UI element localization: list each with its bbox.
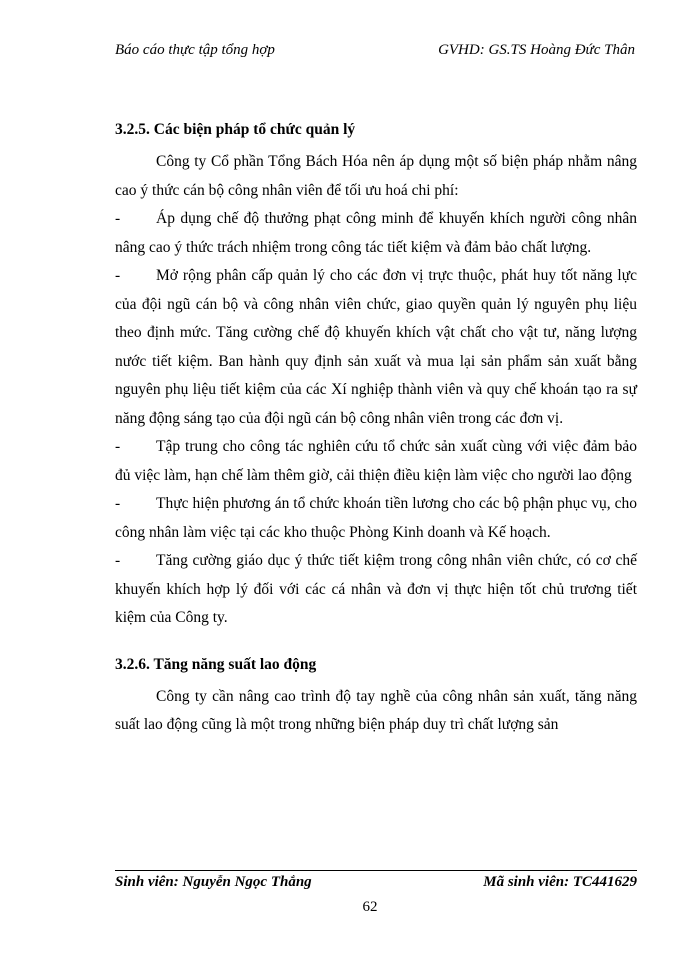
bullet-marker: - [115, 438, 121, 455]
footer-student-id: Mã sinh viên: TC441629 [483, 874, 637, 890]
bullet-text: Áp dụng chế độ thưởng phạt công minh để khuyến khích người công nhân nâng cao ý thức trách nhiệm trong công tác tiết kiệm và đảm bảo chất lượng. [115, 210, 637, 256]
bullet-item [115, 205, 637, 262]
bullet-text: Tập trung cho công tác nghiên cứu tổ chức sản xuất cùng với việc đảm bảo đủ việc làm, hạn chế làm thêm giờ, cải thiện điều kiện làm việc cho người lao động [115, 438, 637, 484]
section-326-intro: Công ty cần nâng cao trình độ tay nghề của công nhân sản xuất, tăng năng suất lao động cũng là một trong những biện pháp duy trì chất lượng sản [115, 687, 637, 733]
bullet-item [115, 262, 637, 433]
bullet-marker: - [115, 552, 121, 569]
bullet-marker: - [115, 210, 121, 227]
section-326-heading: 3.2.6. Tăng năng suất lao động [115, 655, 317, 673]
bullet-marker: - [115, 495, 121, 512]
bullet-item [115, 547, 637, 633]
bullet-text: Mở rộng phân cấp quản lý cho các đơn vị trực thuộc, phát huy tốt năng lực của đội ngũ cán bộ và công nhân viên chức, giao quyền quản lý nguyên phụ liệu theo định mức. Tăng cường chế độ khuyến khích vật chất cho vật tư, năng lượng nước tiết kiệm. Ban hành quy định sản xuất và mua lại sản phẩm sản xuất bằng nguyên phụ liệu tiết kiệm của các Xí nghiệp thành viên và quy chế khoán tạo ra sự năng động sáng tạo của đội ngũ cán bộ công nhân viên trong các đơn vị. [115, 267, 637, 427]
page-footer [115, 874, 637, 898]
page-header [115, 42, 635, 64]
footer-student-name: Sinh viên: Nguyễn Ngọc Thắng [115, 874, 312, 890]
footer-divider [115, 870, 637, 871]
bullet-marker: - [115, 267, 121, 284]
bullet-item [115, 490, 637, 547]
header-supervisor: GVHD: GS.TS Hoàng Đức Thân [438, 42, 635, 58]
bullet-text: Tăng cường giáo dục ý thức tiết kiệm trong công nhân viên chức, có cơ chế khuyến khích hợp lý đối với các cá nhân và đơn vị thực hiện tốt chủ trương tiết kiệm của Công ty. [115, 552, 637, 626]
page-body [115, 116, 637, 740]
bullet-text: Thực hiện phương án tổ chức khoán tiền lương cho các bộ phận phục vụ, cho công nhân làm việc tại các kho thuộc Phòng Kinh doanh và Kế hoạch. [115, 495, 637, 541]
section-325-intro: Công ty Cổ phần Tổng Bách Hóa nên áp dụng một số biện pháp nhằm nâng cao ý thức cán bộ công nhân viên để tối ưu hoá chi phí: [115, 153, 637, 199]
header-report-title: Báo cáo thực tập tổng hợp [115, 42, 275, 58]
section-325-heading: 3.2.5. Các biện pháp tổ chức quản lý [115, 121, 356, 138]
bullet-item [115, 433, 637, 490]
page-number: 62 [362, 899, 378, 915]
